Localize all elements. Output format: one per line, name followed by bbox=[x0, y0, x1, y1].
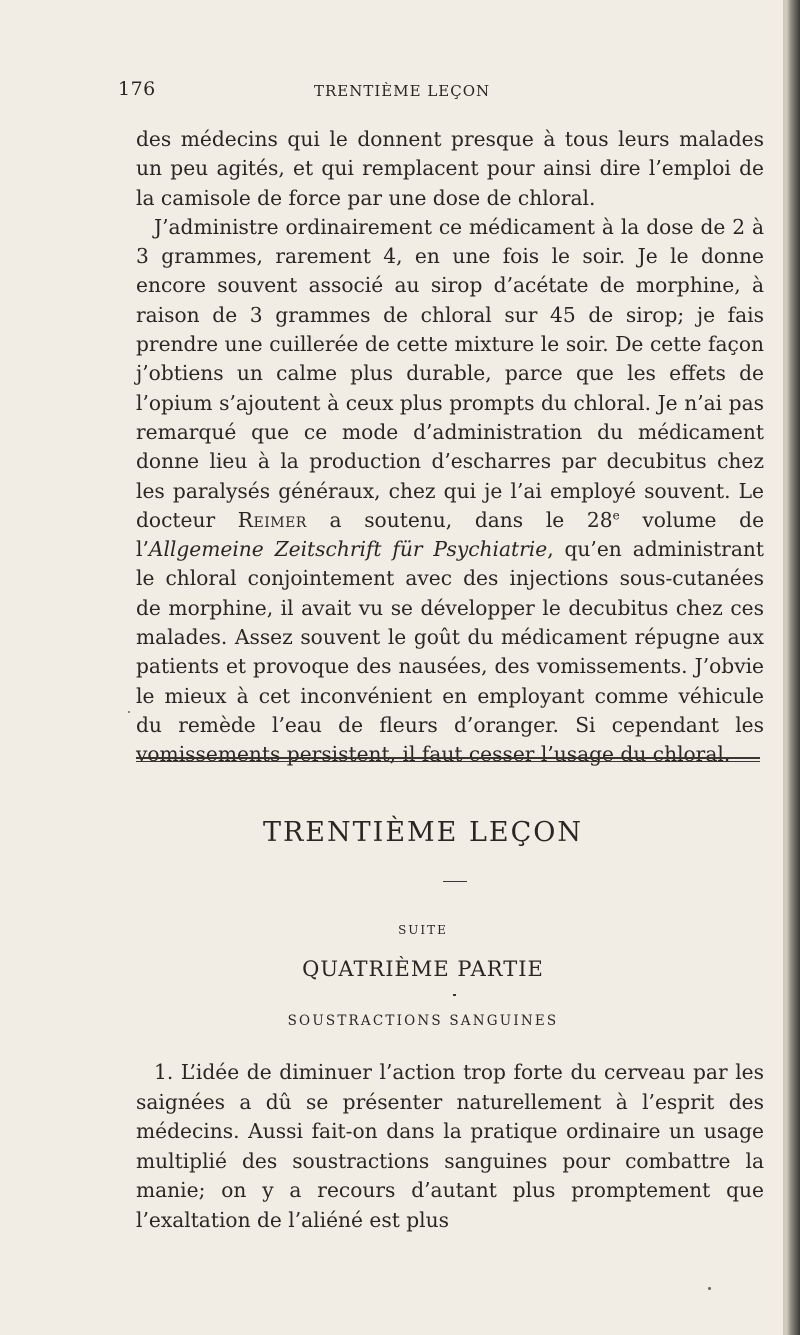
lecture-title: TRENTIÈME LEÇON bbox=[262, 817, 584, 848]
paragraph-chloral-intro: des médecins qui le donnent presque à tous leurs malades un peu agités, et qui remplacent pour ainsi dire l’emploi de la camisole de force par une dose de chloral. bbox=[136, 127, 764, 210]
after-name-text: a soutenu, dans le bbox=[329, 507, 565, 532]
margin-mark bbox=[128, 711, 130, 713]
dosage-conclusion: , qu’en administrant le chloral conjointement avec des injections sous-cutanées de morphine, il avait vu se développer le decubitus chez ces malades. Assez souvent le goût du médicament répugne aux patients et provoque des nausées, des vomissements. J’obvie le mieux à cet inconvénient en employant comme véhicule du remède l’eau de fleurs d’oranger. Si cependant les vomissements persistent, il faut cesser l’usage du chloral. bbox=[136, 537, 764, 767]
dash-mark bbox=[453, 994, 456, 996]
paragraph-bloodletting bbox=[136, 1058, 764, 1236]
dosage-text: J’administre ordinairement ce médicament à la dose de 2 à 3 grammes, rarement 4, en une fois le soir. Je le donne encore souvent associé au sirop d’acétate de morphine, à raison de 3 grammes de chloral sur 45 de sirop; je fais prendre une cuillerée de cette mixture le soir. De cette façon j’obtiens un calme plus durable, parce que les effets de l’opium s’ajoutent à ceux plus prompts du chloral. Je n’ai pas remarqué que ce mode d’administration du médicament donne lieu à la production d’escharres par decubitus chez les paralysés généraux, chez qui je l’ai employé souvent. Le docteur bbox=[136, 214, 764, 532]
margin-mark-bottom bbox=[708, 1287, 711, 1290]
page-edge bbox=[786, 0, 800, 1335]
journal-title: Allgemeine Zeitschrift für Psychiatrie bbox=[148, 537, 548, 562]
author-name: Reimer bbox=[237, 507, 307, 532]
section-divider bbox=[136, 757, 760, 762]
page-number: 176 bbox=[118, 78, 156, 100]
part-title: QUATRIÈME PARTIE bbox=[302, 957, 544, 981]
suite-label: SUITE bbox=[398, 923, 448, 937]
running-title: TRENTIÈME LEÇON bbox=[314, 82, 491, 100]
volume-superscript: e bbox=[612, 508, 620, 523]
section-title: SOUSTRACTIONS SANGUINES bbox=[287, 1013, 559, 1029]
body-text-top bbox=[136, 125, 764, 770]
running-head bbox=[0, 78, 786, 108]
short-rule bbox=[443, 881, 467, 882]
bloodletting-text: 1. L’idée de diminuer l’action trop forte du cerveau par les saignées a dû se présenter naturellement à l’esprit des médecins. Aussi fait-on dans la pratique ordinaire un usage multiplié des soustractions sanguines pour combattre la manie; on y a recours d’autant plus promptement que l’exaltation de l’aliéné est plus bbox=[136, 1060, 764, 1232]
paragraph-chloral-dosage bbox=[136, 213, 764, 770]
volume-number: 28 bbox=[586, 507, 613, 532]
volume-word: volume de l’ bbox=[136, 507, 765, 562]
